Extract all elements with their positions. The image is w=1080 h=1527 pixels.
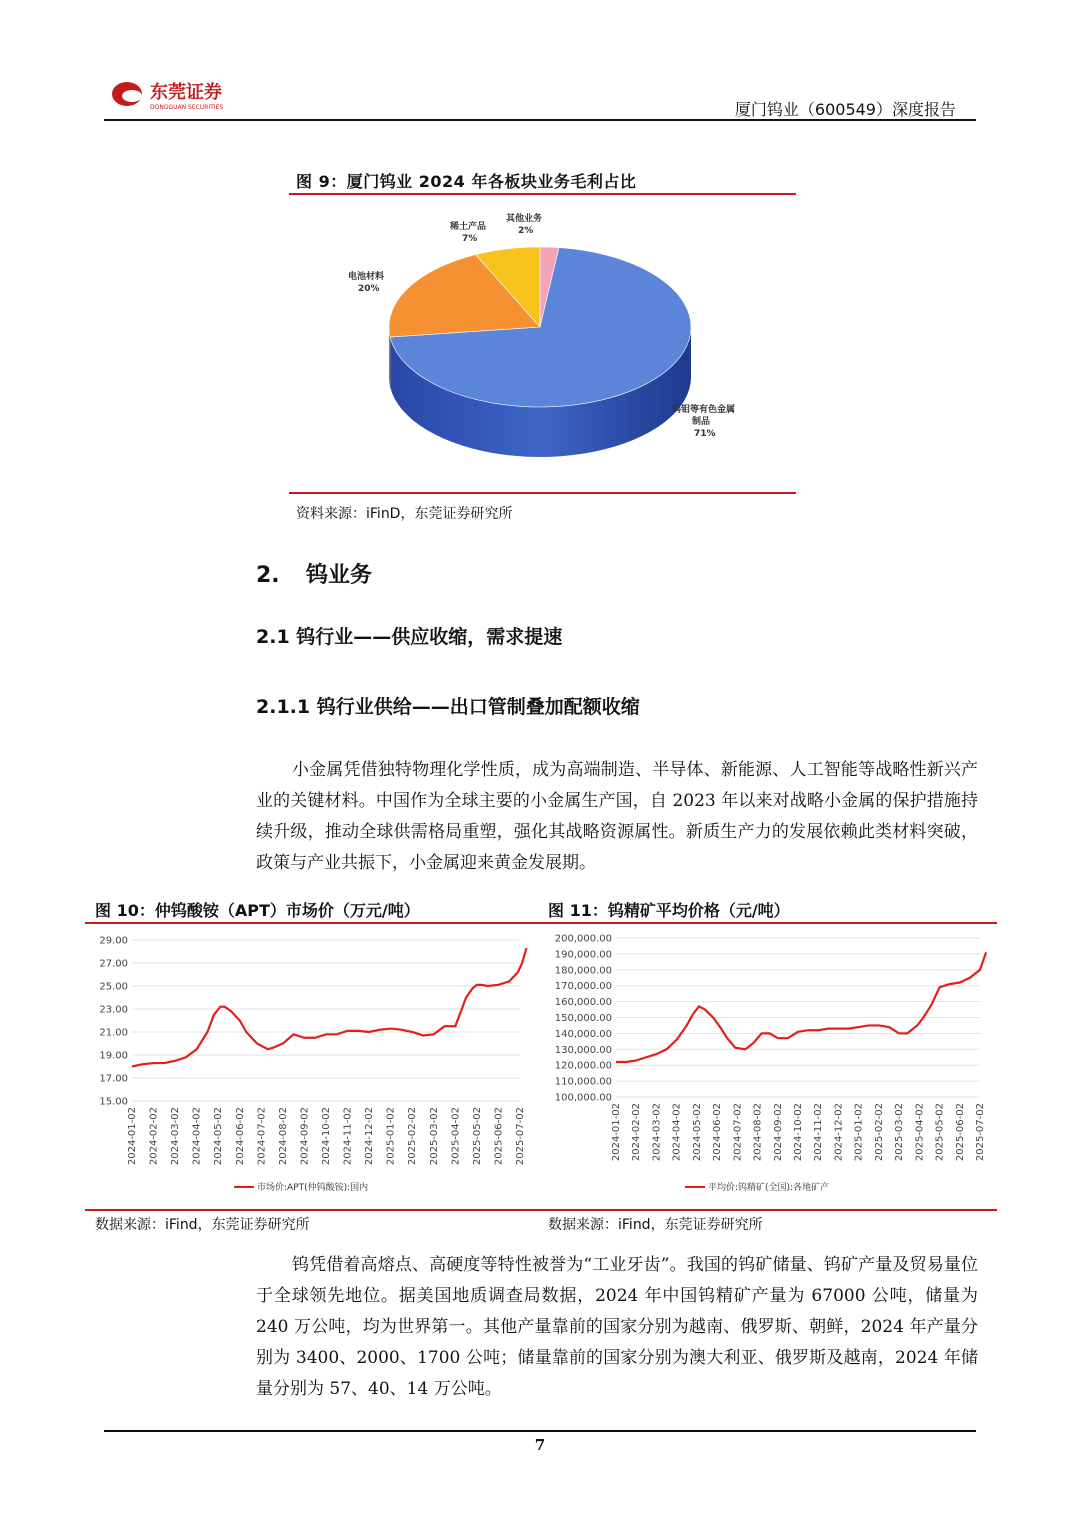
y-tick-label: 130,000.00 [554, 1044, 612, 1056]
x-tick-label: 2024-01-02 [127, 1107, 138, 1166]
fig10-title: 图 10：仲钨酸铵（APT）市场价（万元/吨） [95, 901, 420, 920]
y-tick-label: 27.00 [99, 958, 128, 970]
pie-label-battery-name: 电池材料 [348, 272, 385, 282]
x-tick-label: 2025-04-02 [450, 1107, 462, 1166]
y-tick-label: 25.00 [99, 981, 128, 993]
x-tick-label: 2024-08-02 [277, 1107, 289, 1166]
y-tick-label: 17.00 [99, 1073, 128, 1085]
fig9-title: 图 9：厦门钨业 2024 年各板块业务毛利占比 [296, 172, 637, 191]
x-tick-label: 2024-11-02 [342, 1107, 354, 1166]
y-tick-label: 190,000.00 [554, 949, 612, 961]
x-tick-label: 2025-05-02 [471, 1107, 483, 1166]
fig11-line-chart [540, 926, 990, 1206]
fig10-line-chart [88, 926, 528, 1206]
pie-label-tungsten-name: 钨钼等有色金属 [672, 405, 736, 415]
y-tick-label: 100,000.00 [554, 1092, 612, 1104]
y-tick-label: 19.00 [99, 1050, 128, 1062]
y-tick-label: 15.00 [99, 1096, 128, 1108]
fig10-legend: 市场价:APT(仲钨酸铵):国内 [257, 1183, 369, 1193]
x-tick-label: 2025-03-02 [894, 1103, 906, 1162]
pie-label-tungsten-value: 71% [694, 429, 716, 439]
figs-bottom-rule [85, 1209, 997, 1211]
y-tick-label: 200,000.00 [554, 933, 612, 945]
paragraph-small-metals: 小金属凭借独特物理化学性质，成为高端制造、半导体、新能源、人工智能等战略性新兴产业的关键材料。中国作为全球主要的小金属生产国，自 2023 年以来对战略小金属的保护措施持续升级，推动全球供需格局重塑，强化其战略资源属性。新质生产力的发展依赖此类材料突破，政策与产业共振下，小金属迎来黄金发展期。 [256, 760, 978, 873]
fig10-source: 数据来源：iFind，东莞证券研究所 [95, 1217, 310, 1233]
x-tick-label: 2024-10-02 [321, 1107, 332, 1166]
figs-top-rule [85, 922, 997, 924]
fig9-top-rule [289, 193, 796, 195]
section-title: 钨业务 [306, 563, 373, 588]
x-tick-label: 2024-03-02 [651, 1103, 663, 1162]
fig11-source: 数据来源：iFind，东莞证券研究所 [548, 1217, 763, 1233]
pie-label-rare-earth-name: 稀土产品 [450, 222, 487, 232]
y-tick-label: 21.00 [99, 1027, 128, 1039]
logo-text-en: DONGGUAN SECURITIES [150, 104, 224, 111]
x-tick-label: 2025-01-02 [385, 1107, 397, 1166]
x-tick-label: 2025-02-02 [873, 1103, 885, 1162]
x-tick-label: 2024-11-02 [813, 1103, 825, 1162]
fig11-tungsten-ore-price-line [616, 952, 986, 1062]
x-tick-label: 2024-02-02 [631, 1103, 643, 1162]
y-tick-label: 140,000.00 [554, 1028, 612, 1040]
pie-label-rare-earth-value: 7% [462, 234, 478, 244]
x-tick-label: 2024-03-02 [170, 1107, 182, 1166]
report-title: 厦门钨业（600549）深度报告 [734, 100, 956, 119]
x-tick-label: 2024-04-02 [191, 1107, 203, 1166]
fig9-source: 资料来源：iFinD，东莞证券研究所 [296, 506, 513, 522]
subsubsection-heading: 2.1.1 钨行业供给——出口管制叠加配额收缩 [256, 696, 640, 718]
x-tick-label: 2024-08-02 [752, 1103, 764, 1162]
x-tick-label: 2025-04-02 [914, 1103, 926, 1162]
y-tick-label: 170,000.00 [554, 981, 612, 993]
x-tick-label: 2025-02-02 [407, 1107, 419, 1166]
y-tick-label: 120,000.00 [554, 1060, 612, 1072]
fig9-bottom-rule [289, 492, 796, 494]
paragraph-tungsten-reserves: 钨凭借着高熔点、高硬度等特性被誉为“工业牙齿”。我国的钨矿储量、钨矿产量及贸易量位于全球领先地位。据美国地质调查局数据，2024 年中国钨精矿产量为 67000 公吨，储量为 240 万公吨，均为世界第一。其他产量靠前的国家分别为越南、俄罗斯、朝鲜，2024 年产量分别为 3400、2000、1700 公吨；储量靠前的国家分别为澳大利亚、俄罗斯及越南，2024 年储量分别为 57、40、14 万公吨。 [256, 1255, 978, 1399]
header-divider [104, 119, 976, 121]
x-tick-label: 2025-07-02 [975, 1103, 986, 1162]
fig9-pie-chart [300, 200, 790, 490]
x-tick-label: 2024-12-02 [364, 1107, 376, 1166]
footer-divider [104, 1430, 976, 1432]
x-tick-label: 2024-07-02 [256, 1107, 268, 1166]
x-tick-label: 2025-01-02 [853, 1103, 865, 1162]
y-tick-label: 23.00 [99, 1004, 128, 1016]
x-tick-label: 2024-01-02 [611, 1103, 622, 1162]
pie-label-battery-value: 20% [358, 284, 380, 294]
pie-label-tungsten-name-2: 制品 [692, 417, 711, 427]
x-tick-label: 2024-02-02 [148, 1107, 160, 1166]
dongguan-securities-logo [110, 78, 290, 112]
section-heading [256, 558, 372, 589]
pie-label-other-name: 其他业务 [506, 214, 543, 224]
section-number: 2. [256, 563, 280, 588]
x-tick-label: 2024-06-02 [712, 1103, 724, 1162]
fig10-apt-price-line [132, 948, 526, 1066]
x-tick-label: 2025-03-02 [428, 1107, 440, 1166]
subsection-heading: 2.1 钨行业——供应收缩，需求提速 [256, 626, 563, 648]
y-tick-label: 150,000.00 [554, 1013, 612, 1024]
logo-text-cn: 东莞证券 [150, 82, 222, 103]
x-tick-label: 2025-05-02 [934, 1103, 946, 1162]
x-tick-label: 2025-06-02 [493, 1107, 505, 1166]
y-tick-label: 29.00 [99, 935, 128, 947]
x-tick-label: 2024-05-02 [691, 1103, 703, 1162]
x-tick-label: 2024-07-02 [732, 1103, 744, 1162]
page-number: 7 [534, 1436, 546, 1454]
y-tick-label: 110,000.00 [554, 1076, 612, 1088]
y-tick-label: 180,000.00 [554, 965, 612, 977]
x-tick-label: 2024-06-02 [234, 1107, 246, 1166]
x-tick-label: 2024-05-02 [213, 1107, 225, 1166]
x-tick-label: 2024-10-02 [793, 1103, 804, 1162]
pie-label-other-value: 2% [518, 226, 534, 236]
fig11-legend: 平均价:钨精矿(全国):各地矿产 [708, 1183, 830, 1193]
x-tick-label: 2024-09-02 [772, 1103, 784, 1162]
x-tick-label: 2025-06-02 [954, 1103, 966, 1162]
x-tick-label: 2024-12-02 [833, 1103, 845, 1162]
x-tick-label: 2024-09-02 [299, 1107, 311, 1166]
fig11-title: 图 11：钨精矿平均价格（元/吨） [548, 901, 790, 920]
x-tick-label: 2024-04-02 [671, 1103, 683, 1162]
x-tick-label: 2025-07-02 [515, 1107, 526, 1166]
y-tick-label: 160,000.00 [554, 997, 612, 1009]
